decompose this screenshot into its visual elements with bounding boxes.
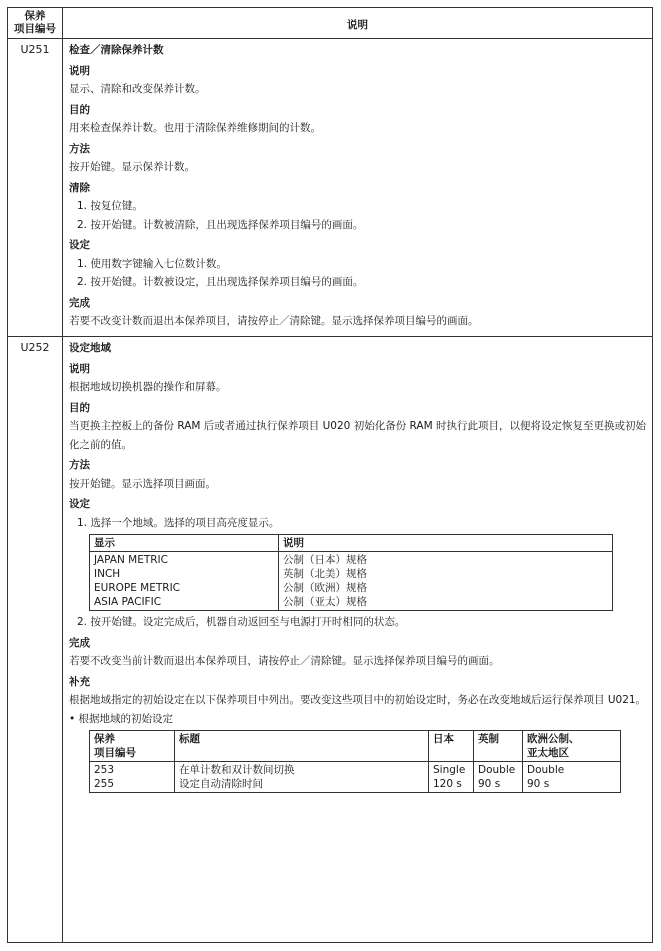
u251-clear-step-2: 2. 按开始键。计数被清除，且出现选择保养项目编号的画面。 [77, 218, 364, 231]
init-col-eu-1: 欧洲公制、 [527, 733, 580, 745]
u251-set-label: 设定 [69, 239, 90, 251]
header-description-column: 说明 [347, 19, 368, 31]
init-inch-cell [474, 762, 523, 793]
region-desc-2: 公制（欧洲）规格 [283, 582, 367, 594]
u251-set-step-1: 1. 使用数字键输入七位数计数。 [77, 257, 227, 270]
u251-set-step-2: 2. 按开始键。计数被设定，且出现选择保养项目编号的画面。 [77, 276, 364, 288]
u251-clear-step-1: 1. 按复位键。 [77, 200, 143, 212]
region-col-display: 显示 [90, 535, 279, 552]
init-col-title: 标题 [175, 731, 429, 762]
u251-description [69, 41, 649, 331]
table-row [90, 762, 621, 793]
u251-title: 检查／清除保养计数 [69, 44, 164, 56]
region-table [89, 534, 613, 611]
init-japan-1: 120 s [433, 778, 462, 790]
init-col-code-1: 保养 [94, 733, 115, 745]
u251-done-text: 若要不改变计数而退出本保养项目，请按停止／清除键。显示选择保养项目编号的画面。 [69, 315, 479, 327]
u252-set-step-2: 2. 按开始键。设定完成后，机器自动返回至与电源打开时相同的状态。 [77, 616, 406, 628]
u252-done-text: 若要不改变当前计数而退出本保养项目，请按停止／清除键。显示选择保养项目编号的画面。 [69, 655, 500, 667]
init-col-japan: 日本 [429, 731, 474, 762]
row-divider [8, 336, 652, 337]
u252-purpose-text: 当更换主控板上的备份 RAM 后或者通过执行保养项目 U020 初始化备份 RAM 时执行此项目，以便将设定恢复至更换或初始化之前的值。 [69, 420, 646, 451]
init-settings-table [89, 730, 621, 793]
init-title-cell [175, 762, 429, 793]
u252-code: U252 [20, 341, 50, 354]
region-desc-1: 英制（北美）规格 [283, 568, 367, 580]
u252-supp-text: 根据地域指定的初始设定在以下保养项目中列出。要改变这些项目中的初始设定时，务必在改变地域后运行保养项目 U021。 [69, 694, 647, 706]
u251-purpose-label: 目的 [69, 103, 90, 116]
u252-set-step-1: 1. 选择一个地域。选择的项目高亮度显示。 [77, 516, 280, 529]
init-eu-1: 90 s [527, 778, 550, 790]
init-japan-0: Single [433, 764, 466, 776]
init-eu-cell [523, 762, 621, 793]
u252-title: 设定地域 [69, 342, 111, 354]
region-desc-0: 公制（日本）规格 [283, 554, 367, 566]
u251-method-label: 方法 [69, 142, 90, 155]
init-title-0: 在单计数和双计数间切换 [179, 764, 295, 776]
init-table-header [90, 731, 621, 762]
init-col-code [90, 731, 175, 762]
u251-method-text: 按开始键。显示保养计数。 [69, 161, 195, 173]
region-display-cell [90, 552, 279, 611]
init-col-inch: 英制 [474, 731, 523, 762]
region-display-1: INCH [94, 568, 121, 580]
u252-done-label: 完成 [69, 636, 90, 649]
u251-purpose-text: 用来检查保养计数。也用于清除保养维修期间的计数。 [69, 122, 321, 134]
region-display-0: JAPAN METRIC [94, 554, 168, 566]
region-display-2: EUROPE METRIC [94, 582, 181, 594]
u251-done-label: 完成 [69, 296, 90, 309]
init-inch-1: 90 s [478, 778, 501, 790]
u252-desc-label: 说明 [69, 362, 90, 375]
init-title-1: 设定自动清除时间 [179, 778, 263, 790]
u252-method-text: 按开始键。显示选择项目画面。 [69, 477, 216, 490]
header-code-line2: 项目编号 [14, 23, 56, 35]
header-divider [8, 38, 652, 39]
u251-desc-label: 说明 [69, 64, 90, 77]
u252-description [69, 339, 649, 795]
init-col-eu-2: 亚太地区 [527, 747, 569, 759]
header-code-line1: 保养 [24, 10, 46, 22]
u252-purpose-label: 目的 [69, 401, 90, 414]
init-code-1: 255 [94, 778, 115, 790]
region-desc-3: 公制（亚太）规格 [283, 596, 367, 608]
init-eu-0: Double [527, 764, 565, 776]
region-table-header [90, 535, 613, 552]
init-col-eu [523, 731, 621, 762]
u252-desc-text: 根据地域切换机器的操作和屏幕。 [69, 381, 227, 393]
u251-desc-text: 显示、清除和改变保养计数。 [69, 83, 206, 95]
column-divider [62, 8, 63, 942]
init-code-cell [90, 762, 175, 793]
maintenance-table [7, 7, 653, 943]
header-code-column [8, 10, 62, 36]
init-code-0: 253 [94, 764, 115, 776]
u252-supp-label: 补充 [69, 675, 90, 688]
region-desc-cell [279, 552, 613, 611]
u252-bullet: • 根据地域的初始设定 [69, 712, 174, 725]
table-row [90, 552, 613, 611]
u251-code: U251 [20, 43, 50, 56]
u252-set-label: 设定 [69, 498, 90, 510]
region-display-3: ASIA PACIFIC [94, 596, 162, 608]
init-inch-0: Double [478, 764, 516, 776]
region-col-desc: 说明 [279, 535, 613, 552]
u252-method-label: 方法 [69, 459, 90, 471]
init-col-code-2: 项目编号 [94, 747, 136, 759]
init-japan-cell [429, 762, 474, 793]
u251-clear-label: 清除 [69, 181, 90, 194]
